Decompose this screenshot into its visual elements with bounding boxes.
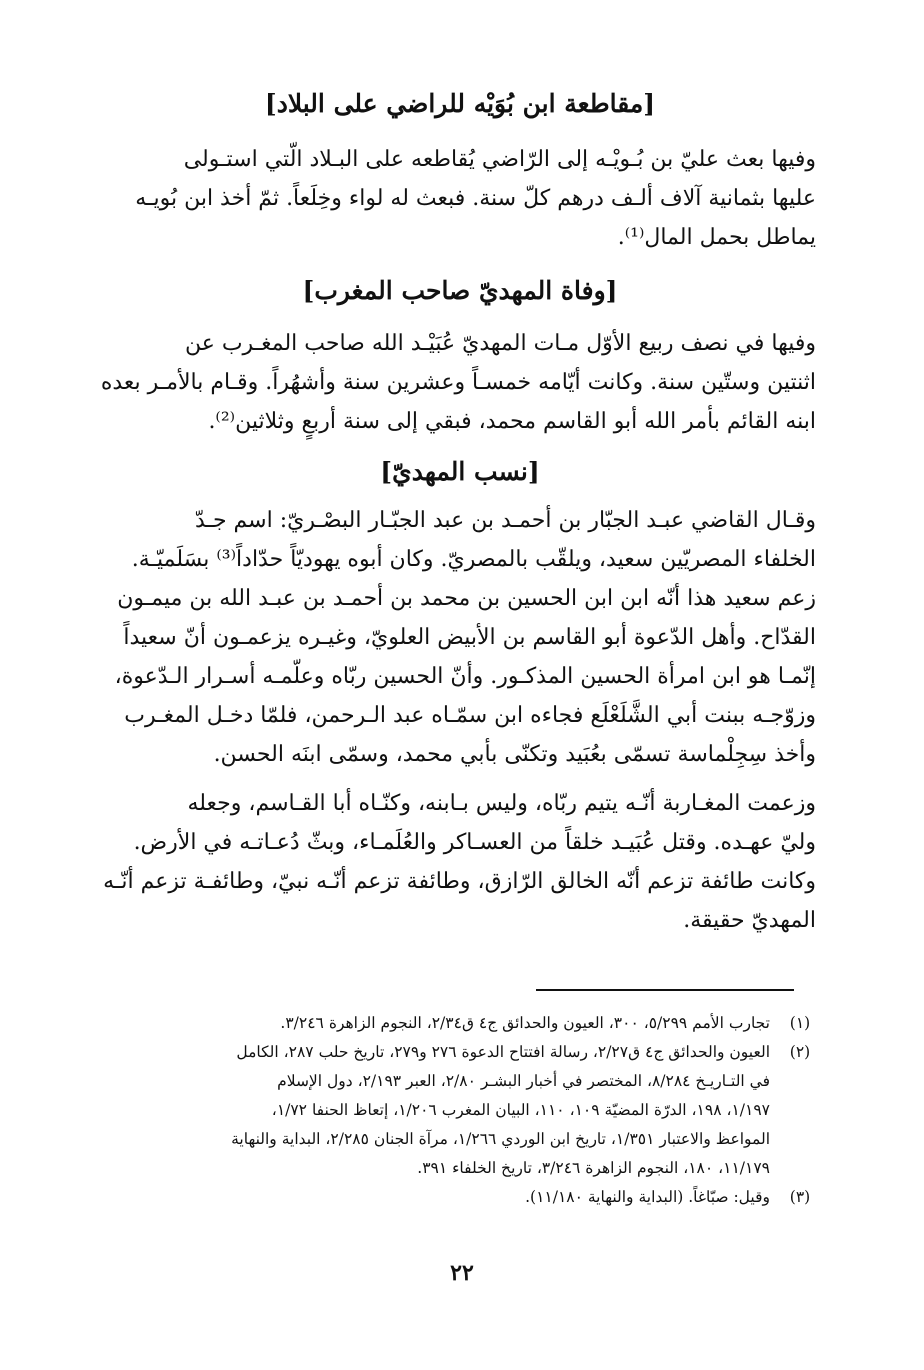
paragraph-mahdi-lineage-2 — [72, 784, 816, 940]
paragraph-line: زعم سعيد هذا أنّه ابن ابن الحسين بن محمد بن أحمـد بن عبـد الله بن ميمـون — [117, 586, 816, 611]
paragraph-line: وكانت طائفة تزعم أنّه الخالق الرّازق، وطائفة تزعم أنّـه نبيّ، وطائفـة تزعم أنّـه — [103, 869, 816, 894]
paragraph-line: ابنه القائم بأمر الله أبو القاسم محمد، فبقي إلى سنة أربعٍ وثلاثين⁽²⁾. — [208, 409, 816, 434]
footnote-number: (٣) — [789, 1188, 811, 1206]
footnote-line: المواعظ والاعتبار ١/٣٥١، تاريخ ابن الوردي ١/٢٦٦، مرآة الجنان ٢/٢٨٥، البداية والنهاية — [231, 1130, 770, 1148]
paragraph-ibn-buwayh — [72, 140, 816, 257]
paragraph-line: وقـال القاضي عبـد الجبّار بن أحمـد بن عبد الجبّـار البصْـريّ: اسم جـدّ — [194, 508, 816, 533]
footnote-divider — [536, 989, 794, 991]
page-number: ٢٢ — [450, 1260, 474, 1286]
paragraph-line: إنّمـا هو ابن امرأة الحسين المذكـور. وأنّ الحسين ربّاه وعلّمـه أسـرار الـدّعوة، — [114, 664, 816, 689]
footnote-line: تجارب الأمم ٥/٢٩٩، ٣٠٠، العيون والحدائق ج٤ ق٢/٣٤، النجوم الزاهرة ٣/٢٤٦. — [280, 1014, 770, 1032]
footnotes — [80, 1009, 820, 1212]
paragraph-line: اثنتين وستّين سنة. وكانت أيّامه خمسـاً وعشرين سنة وأشهُراً. وقـام بالأمـر بعده — [100, 370, 816, 395]
paragraph-line: المهديّ حقيقة. — [683, 908, 816, 933]
footnote-line: وقيل: صبّاغاً. (البداية والنهاية ١١/١٨٠). — [525, 1188, 770, 1206]
footnote-line: في التـاريـخ ٨/٢٨٤، المختصر في أخبار البشـر ٢/٨٠، العبر ٢/١٩٣، دول الإسلام — [277, 1072, 770, 1090]
paragraph-mahdi-death — [72, 324, 816, 441]
paragraph-line: وفيها بعث عليّ بن بُـويْـه إلى الرّاضي يُقاطعه على البـلاد الّتي استـولى — [183, 147, 816, 172]
paragraph-line: وليّ عهـده. وقتل عُبَيـد خلقاً من العسـاكر والعُلَمـاء، وبثّ دُعـاتـه في الأرض. — [133, 830, 816, 855]
paragraph-line: وزوّجـه ببنت أبي الشَّلَعْلَع فجاءه ابن سمّـاه عبد الـرحمن، فلمّا دخـل المغـرب — [124, 703, 816, 728]
paragraph-line: يماطل بحمل المال⁽¹⁾. — [617, 225, 816, 250]
paragraph-mahdi-lineage-1 — [72, 501, 816, 774]
footnote-line: ١/١٩٧، ١٩٨، الدرّة المضيّة ١٠٩، ١١٠، البيان المغرب ١/٢٠٦، إتعاظ الحنفا ١/٧٢، — [271, 1101, 770, 1119]
paragraph-line: وأخذ سِجِلْماسة تسمّى بعُبَيد وتكنّى بأبي محمد، وسمّى ابنَه الحسن. — [213, 742, 816, 767]
section-title-mahdi-death: [وفاة المهديّ صاحب المغرب] — [302, 276, 618, 305]
footnote-line: ١١/١٧٩، ١٨٠، النجوم الزاهرة ٣/٢٤٦، تاريخ الخلفاء ٣٩١. — [417, 1159, 770, 1177]
footnote-line: العيون والحدائق ج٤ ق٢/٢٧، رسالة افتتاح الدعوة ٢٧٦ و٢٧٩، تاريخ حلب ٢٨٧، الكامل — [236, 1043, 770, 1061]
footnote-1 — [80, 1009, 820, 1038]
paragraph-line: الخلفاء المصريّين سعيد، ويلقّب بالمصريّ. وكان أبوه يهوديّاً حدّاداً⁽³⁾ بسَلَميّـة. — [131, 547, 816, 572]
footnote-number: (٢) — [789, 1043, 811, 1061]
paragraph-line: وزعمت المغـاربة أنّـه يتيم ربّاه، وليس بـابنه، وكنّـاه أبا القـاسم، وجعله — [187, 791, 816, 816]
footnote-3 — [80, 1183, 820, 1212]
section-title-ibn-buwayh: [مقاطعة ابن بُوَيْه للراضي على البلاد] — [264, 89, 656, 118]
section-title-mahdi-lineage: [نسب المهديّ] — [380, 457, 540, 486]
footnote-2 — [80, 1038, 820, 1183]
footnote-number: (١) — [789, 1014, 811, 1032]
paragraph-line: عليها بثمانية آلاف ألـف درهم كلّ سنة. فبعث له لواء وخِلَعاً. ثمّ أخذ ابن بُويـه — [135, 186, 816, 211]
paragraph-line: القدّاح. وأهل الدّعوة أبو القاسم بن الأبيض العلويّ، وغيـره يزعمـون أنّ سعيداً — [123, 625, 816, 650]
paragraph-line: وفيها في نصف ربيع الأوّل مـات المهديّ عُبَيْـد الله صاحب المغـرب عن — [184, 331, 816, 356]
